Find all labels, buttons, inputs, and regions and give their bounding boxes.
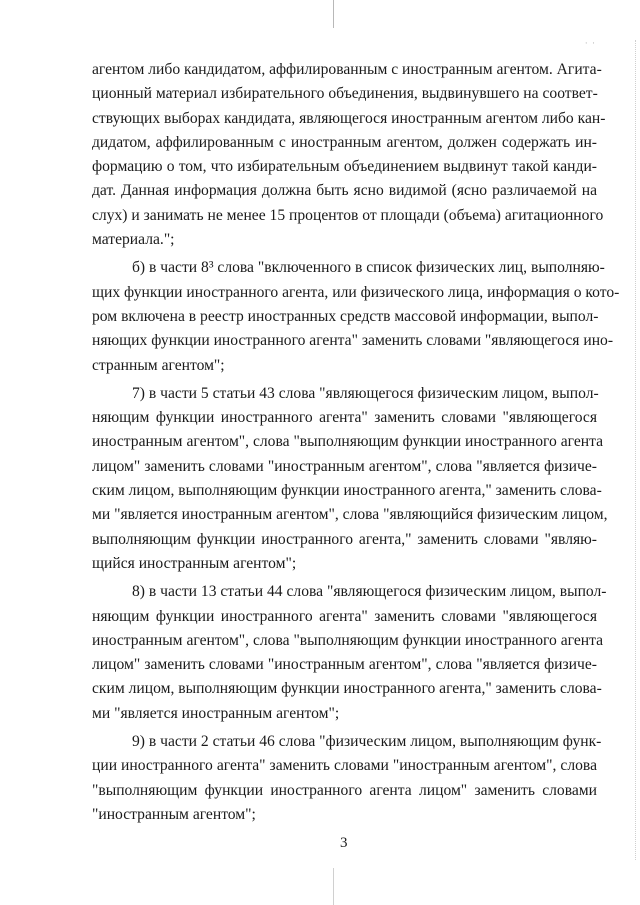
- text-line: дидатом, аффилированным с иностранным агентом, должен содержать ин-: [92, 133, 597, 151]
- text-line: агентом либо кандидатом, аффилированным с иностранным агентом. Агита-: [92, 61, 602, 78]
- text-line: няющим функции иностранного агента" заменить словами "являющегося: [92, 409, 597, 427]
- document-body: [92, 58, 620, 827]
- text-line: 8) в части 13 статьи 44 слова "являющегося физическим лицом, выпол-: [132, 583, 607, 601]
- text-line: ствующих выборах кандидата, являющегося иностранным агентом либо кан-: [92, 109, 606, 127]
- text-line: иностранным агентом", слова "выполняющим функции иностранного агента: [92, 433, 604, 451]
- page-number: 3: [340, 835, 348, 851]
- text-line: материала.";: [92, 231, 175, 249]
- text-line: странным агентом";: [92, 356, 225, 374]
- text-line: слух) и занимать не менее 15 процентов от площади (объема) агитационного: [92, 206, 604, 224]
- text-line: выполняющим функции иностранного агента," заменить словами "являю-: [92, 530, 597, 548]
- text-line: щийся иностранным агентом";: [92, 554, 297, 572]
- scan-mark: · ·: [584, 38, 596, 48]
- text-line: "иностранным агентом";: [92, 805, 256, 823]
- text-line: иностранным агентом", слова "выполняющим функции иностранного агента: [92, 631, 604, 649]
- text-line: ским лицом, выполняющим функции иностранного агента," заменить слова-: [92, 680, 602, 698]
- text-line: формацию о том, что избирательным объединением выдвинут такой канди-: [92, 158, 597, 176]
- scan-edge: [633, 40, 636, 860]
- text-line: ционный материал избирательного объединения, выдвинувшего на соответ-: [92, 85, 598, 103]
- text-line: ми "является иностранным агентом", слова "являющийся физическим лицом,: [92, 506, 608, 524]
- fold-line-top: [333, 0, 334, 28]
- text-line: лицом" заменить словами "иностранным агентом", слова "является физиче-: [92, 457, 597, 475]
- fold-line-bottom: [333, 868, 334, 905]
- text-line: ции иностранного агента" заменить словами "иностранным агентом", слова: [92, 757, 597, 775]
- text-line: лицом" заменить словами "иностранным агентом", слова "является физиче-: [92, 656, 597, 674]
- text-line: 9) в части 2 статьи 46 слова "физическим лицом, выполняющим функ-: [132, 733, 602, 751]
- text-line: щих функции иностранного агента, или физического лица, информация о кото-: [92, 283, 620, 301]
- text-line: няющих функции иностранного агента" заменить словами "являющегося ино-: [92, 332, 614, 350]
- text-line: "выполняющим функции иностранного агента лицом" заменить словами: [92, 781, 597, 799]
- text-line: дат. Данная информация должна быть ясно видимой (ясно различаемой на: [92, 182, 597, 200]
- text-line: б) в части 8³ слова "включенного в список физических лиц, выполняю-: [132, 259, 605, 277]
- text-line: ром включена в реестр иностранных средств массовой информации, выпол-: [92, 307, 599, 325]
- text-line: няющим функции иностранного агента" заменить словами "являющегося: [92, 607, 597, 625]
- text-line: ским лицом, выполняющим функции иностранного агента," заменить слова-: [92, 482, 602, 500]
- text-line: 7) в части 5 статьи 43 слова "являющегося физическим лицом, выпол-: [132, 384, 599, 402]
- text-line: ми "является иностранным агентом";: [92, 704, 340, 722]
